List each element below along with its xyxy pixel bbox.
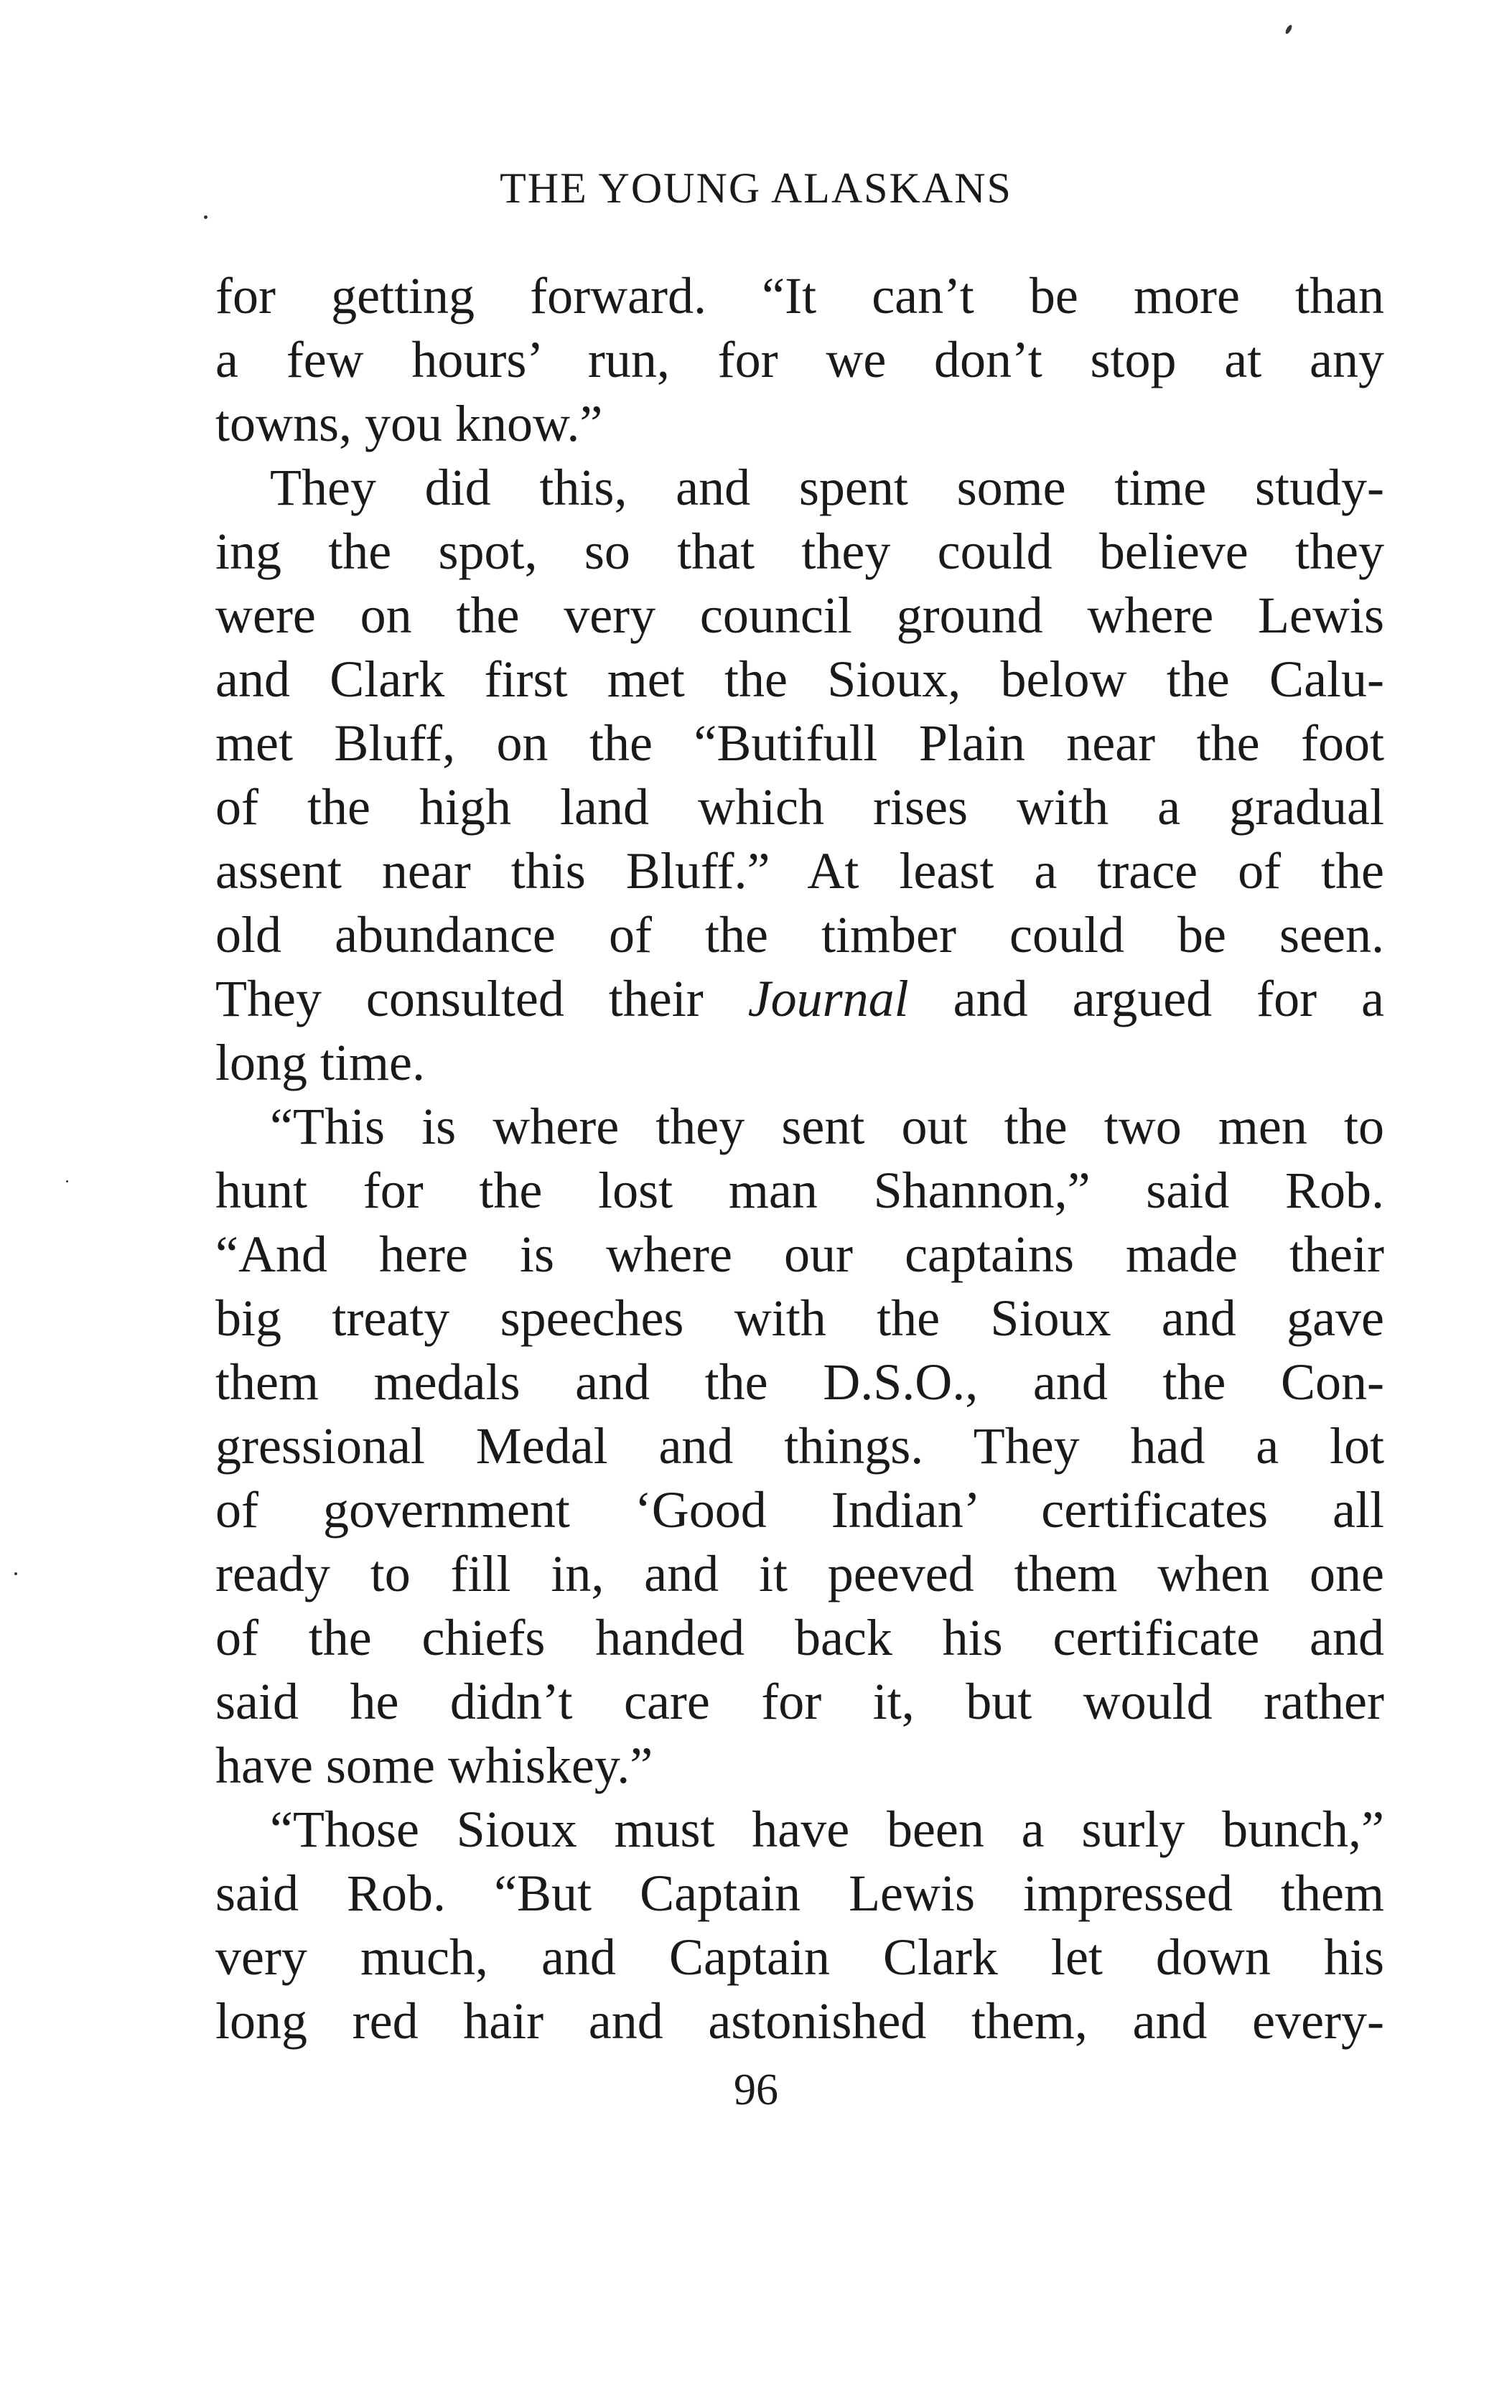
scan-speck	[204, 215, 207, 219]
text-line: for getting forward. “It can’t be more than	[215, 267, 1384, 325]
text-line: a few hours’ run, for we don’t stop at any	[215, 331, 1384, 388]
scan-speck	[14, 1572, 17, 1575]
text-line: They did this, and spent some time study-	[270, 459, 1384, 516]
scan-speck	[66, 1180, 68, 1182]
text-line: have some whiskey.”	[215, 1737, 653, 1794]
text-line: were on the very council ground where Lewis	[215, 587, 1384, 644]
running-head: THE YOUNG ALASKANS	[500, 164, 1012, 212]
body-text	[215, 264, 1384, 2053]
text-line: met Bluff, on the “Butifull Plain near the foot	[215, 714, 1384, 772]
text-line: said he didn’t care for it, but would rather	[215, 1673, 1384, 1730]
scan-speck	[1284, 24, 1293, 34]
text-line: ready to fill in, and it peeved them when one	[215, 1545, 1384, 1602]
text-line: assent near this Bluff.” At least a trace of the	[215, 842, 1384, 900]
text-line: big treaty speeches with the Sioux and gave	[215, 1289, 1384, 1347]
text-line: old abundance of the timber could be seen.	[215, 906, 1384, 963]
text-line: “Those Sioux must have been a surly bunch,”	[270, 1801, 1384, 1858]
text-line: gressional Medal and things. They had a lot	[215, 1417, 1384, 1475]
text-line: ing the spot, so that they could believe they	[215, 523, 1384, 580]
page-number: 96	[734, 2066, 778, 2114]
text-line: towns, you know.”	[215, 395, 603, 452]
text-run: and argued for a	[908, 970, 1384, 1027]
text-line: long red hair and astonished them, and every-	[215, 1992, 1384, 2050]
text-run: They consulted their	[215, 970, 748, 1027]
text-line: “And here is where our captains made their	[215, 1226, 1384, 1283]
text-line: “This is where they sent out the two men to	[270, 1098, 1384, 1155]
text-line: hunt for the lost man Shannon,” said Rob.	[215, 1162, 1384, 1219]
text-line: said Rob. “But Captain Lewis impressed them	[215, 1865, 1384, 1922]
italic-title: Journal	[747, 970, 909, 1027]
text-line: very much, and Captain Clark let down his	[215, 1928, 1384, 1986]
text-line: and Clark first met the Sioux, below the Calu-	[215, 650, 1384, 708]
text-line: of the high land which rises with a gradual	[215, 778, 1384, 836]
text-line: of government ‘Good Indian’ certificates all	[215, 1481, 1384, 1539]
text-line: long time.	[215, 1034, 425, 1091]
text-line-with-italic	[215, 967, 1384, 1031]
text-line: of the chiefs handed back his certificate and	[215, 1609, 1384, 1666]
text-line: them medals and the D.S.O., and the Con-	[215, 1353, 1384, 1411]
